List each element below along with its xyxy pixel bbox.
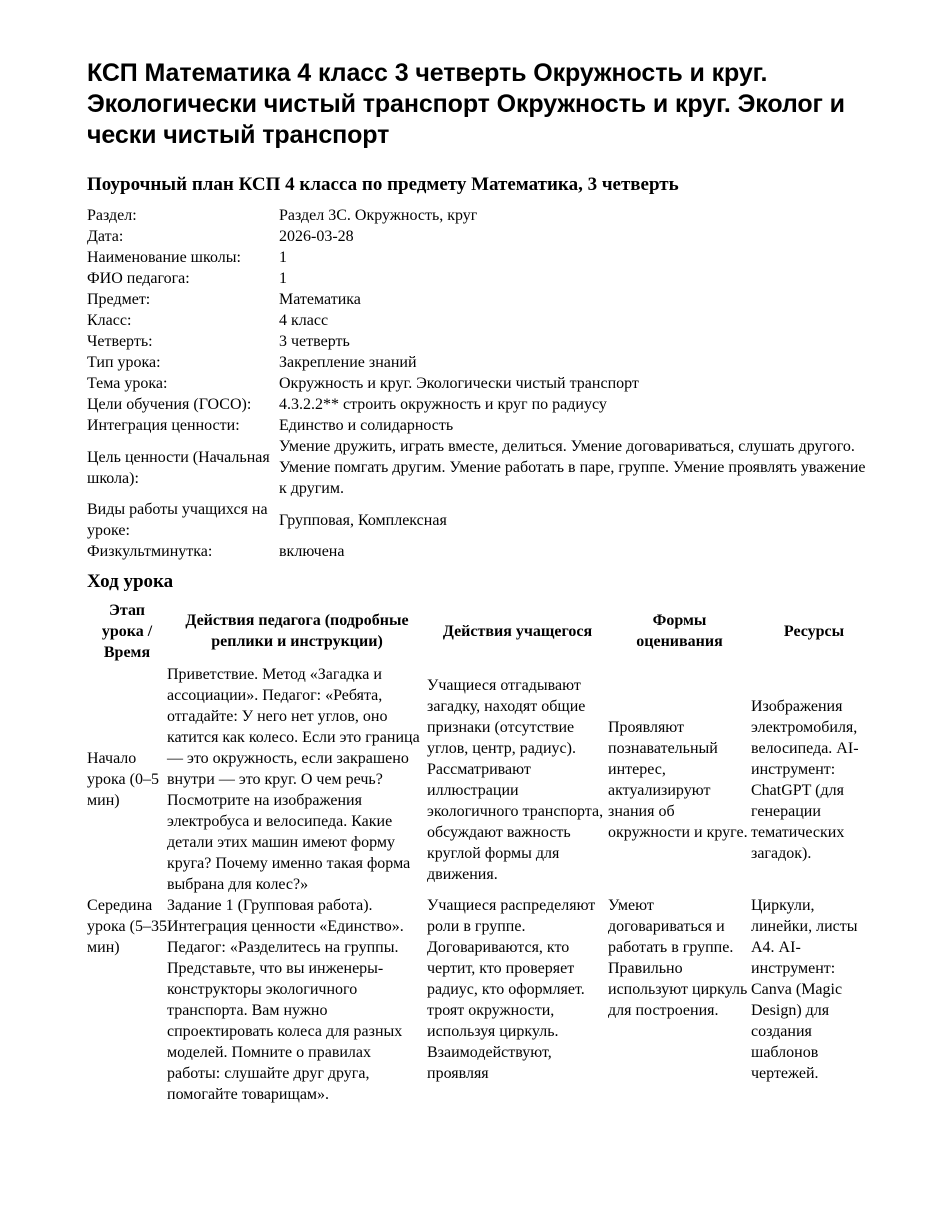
- info-row: [87, 226, 877, 247]
- info-row: [87, 310, 877, 331]
- cell-teacher-actions: Приветствие. Метод «Загадка и ассоциации». Педагог: «Ребята, отгадайте: У него нет углов, оно катится как колесо. Если это граница — это окружность, если закрашено внутри — это круг. О чем речь? Посмотрите на изображения электробуса и велосипеда. Какие детали этих машин имеют форму круга? Почему именно такая форма выбрана для колес?»: [167, 666, 420, 893]
- info-label: Раздел:: [87, 207, 137, 224]
- info-value: включена: [279, 543, 345, 560]
- info-value: 1: [279, 270, 287, 287]
- info-label: Тема урока:: [87, 375, 168, 392]
- table-row: [87, 895, 877, 1105]
- info-label: Дата:: [87, 228, 124, 245]
- info-label: Четверть:: [87, 333, 153, 350]
- lesson-flow-table: [87, 598, 877, 1105]
- info-value: Закрепление знаний: [279, 354, 417, 371]
- info-label: ФИО педагога:: [87, 270, 190, 287]
- info-label: Предмет:: [87, 291, 151, 308]
- cell-stage: Середина урока (5–35 мин): [87, 897, 167, 956]
- info-value: Умение дружить, играть вместе, делиться. Умение договариваться, слушать другого. Умение помгать другим. Умение работать в паре, группе. Умение проявлять уважение к другим.: [279, 438, 866, 497]
- info-row: [87, 289, 877, 310]
- info-value: 4 класс: [279, 312, 329, 329]
- info-value: Групповая, Комплексная: [279, 511, 447, 529]
- info-row: [87, 373, 877, 394]
- cell-stage: Начало урока (0–5 мин): [87, 750, 159, 809]
- info-value: Единство и солидарность: [279, 417, 454, 434]
- info-label: Физкультминутка:: [87, 543, 213, 560]
- header-stage: Этап урока / Время: [101, 601, 153, 661]
- info-value: 3 четверть: [279, 333, 350, 350]
- document-page: [87, 58, 877, 1105]
- cell-assessment: Проявляют познавательный интерес, актуализируют знания об окружности и круге.: [608, 718, 748, 841]
- info-row: [87, 436, 877, 499]
- cell-resources: Изображения электромобиля, велосипеда. AI-инструмент: ChatGPT (для генерации тематических загадок).: [751, 697, 859, 862]
- info-value: Математика: [279, 291, 361, 308]
- info-label: Цель ценности (Начальная школа):: [87, 448, 270, 487]
- info-row: [87, 205, 877, 226]
- info-row: [87, 247, 877, 268]
- info-value: 2026-03-28: [279, 228, 354, 245]
- info-row: [87, 499, 877, 541]
- info-label: Тип урока:: [87, 354, 161, 371]
- header-teacher-actions: Действия педагога (подробные реплики и инструкции): [185, 612, 409, 650]
- header-student-actions: Действия учащегося: [442, 622, 593, 640]
- cell-resources: Циркули, линейки, листы А4. AI-инструмент: Canva (Magic Design) для создания шаблонов чертежей.: [751, 897, 858, 1082]
- info-row: [87, 268, 877, 289]
- header-assessment: Формы оценивания: [636, 612, 723, 650]
- lesson-info-table: [87, 205, 877, 562]
- info-value: Окружность и круг. Экологически чистый транспорт: [279, 375, 639, 392]
- cell-student-actions: Учащиеся отгадывают загадку, находят общие признаки (отсутствие углов, центр, радиус). Рассматривают иллюстрации экологичного транспорта, обсуждают важность круглой формы для движения.: [427, 676, 604, 883]
- info-value: Раздел 3С. Окружность, круг: [279, 207, 478, 224]
- info-label: Класс:: [87, 312, 132, 329]
- info-label: Цели обучения (ГОСО):: [87, 396, 252, 413]
- info-row: [87, 394, 877, 415]
- cell-student-actions: Учащиеся распределяют роли в группе. Договариваются, кто чертит, кто проверяет радиус, кто оформляет. троят окружности, используя циркуль. Взаимодействуют, проявляя: [427, 897, 596, 1082]
- info-row: [87, 541, 877, 562]
- lesson-flow-title: Ход урока: [87, 571, 174, 592]
- table-header-row: [87, 598, 877, 664]
- info-label: Наименование школы:: [87, 249, 241, 266]
- info-label: Интеграция ценности:: [87, 417, 240, 434]
- cell-assessment: Умеют договариваться и работать в группе. Правильно используют циркуль для построения.: [608, 897, 748, 1019]
- cell-teacher-actions: Задание 1 (Групповая работа). Интеграция ценности «Единство». Педагог: «Разделитесь на группы. Представьте, что вы инженеры-конструкторы экологичного транспорта. Вам нужно спроектировать колеса для разных моделей. Помните о правилах работы: слушайте друг друга, помогайте товарищам».: [167, 897, 404, 1103]
- document-title: КСП Математика 4 класс 3 четверть Окружность и круг. Экологически чистый транспорт Окружность и круг. Эколог и чески чистый транспорт: [87, 59, 845, 149]
- info-label: Виды работы учащихся на уроке:: [87, 501, 268, 539]
- table-row: [87, 664, 877, 895]
- header-resources: Ресурсы: [783, 622, 845, 640]
- info-row: [87, 331, 877, 352]
- info-value: 1: [279, 249, 287, 266]
- info-row: [87, 415, 877, 436]
- info-value: 4.3.2.2** строить окружность и круг по радиусу: [279, 396, 607, 413]
- plan-subtitle: Поурочный план КСП 4 класса по предмету Математика, 3 четверть: [87, 174, 679, 195]
- info-row: [87, 352, 877, 373]
